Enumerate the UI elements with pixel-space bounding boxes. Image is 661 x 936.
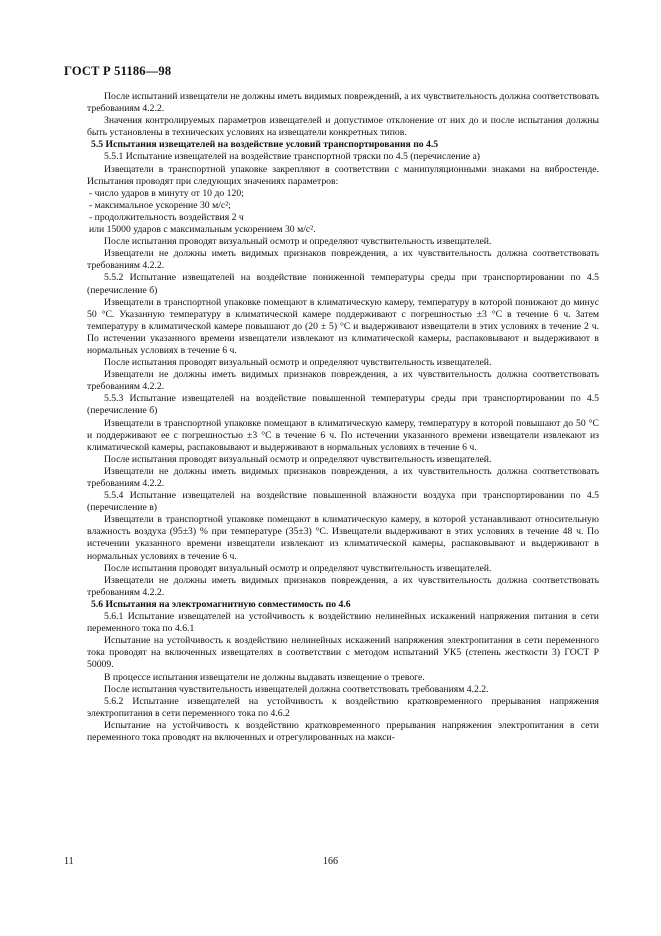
section-heading: 5.5 Испытания извещателей на воздействие условий транспортирования по 4.5: [91, 139, 439, 151]
paragraph: В процессе испытания извещатели не должны выдавать извещение о тревоге.: [104, 671, 425, 683]
paragraph: 5.5.4 Испытание извещателей на воздействие повышенной влажности воздуха при транспортировании по 4.5 (перечисление в): [87, 490, 599, 514]
paragraph: Значения контролируемых параметров извещателей и допустимое отклонение от них до и после испытания должны быть установлены в технических условиях на извещатели конкретных типов.: [87, 115, 599, 139]
paragraph: Извещатели не должны иметь видимых признаков повреждения, а их чувствительность должна соответствовать требованиям 4.2.2.: [87, 465, 599, 489]
page-number: 166: [323, 856, 338, 867]
paragraph: 5.6.2 Испытание извещателей на устойчивость к воздействию кратковременного прерывания напряжения электропитания в сети переменного тока по 4.6.2: [87, 695, 599, 719]
paragraph: или 15000 ударов с максимальным ускорением 30 м/с².: [89, 224, 316, 236]
paragraph: После испытания проводят визуальный осмотр и определяют чувствительность извещателей.: [104, 453, 492, 465]
footer-section-number: 11: [64, 856, 74, 867]
list-item: - число ударов в минуту от 10 до 120;: [89, 187, 244, 199]
paragraph: Испытание на устойчивость к воздействию кратковременного прерывания напряжения электропитания в сети переменного тока проводят на включенных и отрегулированных на макси-: [87, 719, 599, 743]
paragraph: После испытания проводят визуальный осмотр и определяют чувствительность извещателей.: [104, 357, 492, 369]
paragraph: 5.6.1 Испытание извещателей на устойчивость к воздействию нелинейных искажений напряжения питания в сети переменного тока по 4.6.1: [87, 611, 599, 635]
paragraph: Испытание на устойчивость к воздействию нелинейных искажений напряжения электропитания в сети переменного тока проводят на включенных извещателях в соответствии с методом испытаний УК5 (степень жесткости 3) ГОСТ Р 50009.: [87, 635, 599, 671]
paragraph: Извещатели в транспортной упаковке помещают в климатическую камеру, в которой устанавливают относительную влажность воздуха (95±3) % при температуре (35±3) °С. Извещатели выдерживают в этих условиях в течение 48 ч. По истечении указанного времени извещатели извлекают из климатической камеры, распаковывают и выдерживают в нормальных условиях в течение 6 ч.: [87, 514, 599, 562]
paragraph: Извещатели в транспортной упаковке закрепляют в соответствии с манипуляционными знаками на вибростенде. Испытания проводят при следующих значениях параметров:: [87, 163, 599, 187]
paragraph: Извещатели в транспортной упаковке помещают в климатическую камеру, температуру в которой повышают до 50 °С и поддерживают ее с погрешностью ±3 °С в течение 6 ч. По истечении указанного времени извещатели извлекают из климатической камеры, распаковывают и выдерживают в нормальных условиях в течение 6 ч.: [87, 417, 599, 453]
paragraph: 5.5.1 Испытание извещателей на воздействие транспортной тряски по 4.5 (перечисление а): [104, 151, 481, 163]
paragraph: Извещатели не должны иметь видимых признаков повреждения, а их чувствительность должна соответствовать требованиям 4.2.2.: [87, 369, 599, 393]
paragraph: После испытания проводят визуальный осмотр и определяют чувствительность извещателей.: [104, 236, 492, 248]
paragraph: Извещатели не должны иметь видимых признаков повреждения, а их чувствительность должна соответствовать требованиям 4.2.2.: [87, 248, 599, 272]
paragraph: После испытания проводят визуальный осмотр и определяют чувствительность извещателей.: [104, 562, 492, 574]
paragraph: 5.5.2 Испытание извещателей на воздействие пониженной температуры среды при транспортировании по 4.5 (перечисление б): [87, 272, 599, 296]
paragraph: 5.5.3 Испытание извещателей на воздействие повышенной температуры среды при транспортировании по 4.5 (перечисление б): [87, 393, 599, 417]
document-header: ГОСТ Р 51186—98: [64, 64, 172, 78]
paragraph: После испытаний извещатели не должны иметь видимых повреждений, а их чувствительность должна соответствовать требованиям 4.2.2.: [87, 91, 599, 115]
section-heading: 5.6 Испытания на электромагнитную совместимость по 4.6: [91, 598, 351, 610]
paragraph: Извещатели в транспортной упаковке помещают в климатическую камеру, температуру в которой понижают до минус 50 °С. Указанную температуру в климатической камере поддерживают с погрешностью ±3 °С в течение 6 ч. Затем температуру в климатической камере повышают до (20 ± 5) °С и выдерживают извещатели в этих условиях в течение 2 ч. По истечении указанного времени извещатели извлекают из климатической камеры, распаковывают и выдерживают в нормальных условиях в течение 6 ч.: [87, 296, 599, 356]
list-item: - продолжительность воздействия 2 ч: [89, 211, 244, 223]
paragraph: После испытания чувствительность извещателей должна соответствовать требованиям 4.2.2.: [104, 683, 489, 695]
document-body: [87, 91, 599, 744]
list-item: - максимальное ускорение 30 м/с²;: [89, 199, 231, 211]
paragraph: Извещатели не должны иметь видимых признаков повреждения, а их чувствительность должна соответствовать требованиям 4.2.2.: [87, 574, 599, 598]
